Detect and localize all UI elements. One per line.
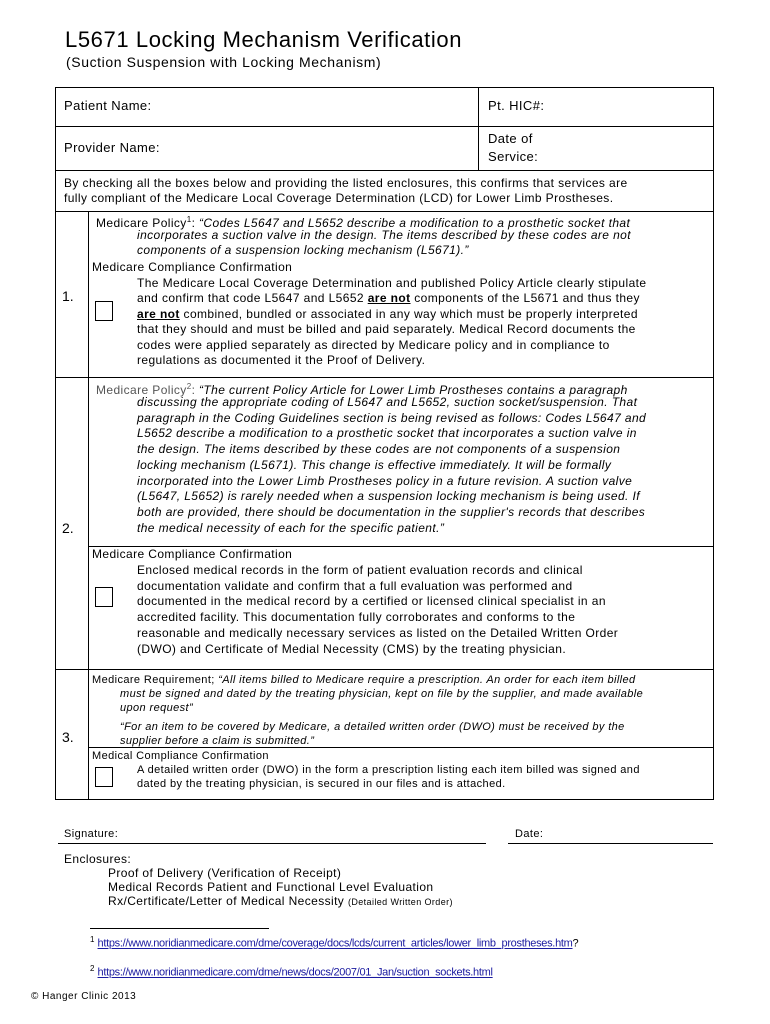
enclosures-label: Enclosures: bbox=[64, 852, 132, 866]
section2-policy: Medicare Policy$^2$: “The current Policy Article for Lower Limb Prostheses contains a paragraph bbox=[96, 382, 628, 397]
date-of-service-label: Date of bbox=[488, 131, 533, 146]
requirement-line: supplier before a claim is submitted.” bbox=[120, 735, 315, 747]
confirm-line: and confirm that code L5647 and L5652 are not components of the L5671 and thus they bbox=[137, 291, 640, 305]
footnote-2: $^2$ https://www.noridianmedicare.com/dme/news/docs/2007/01_Jan/suction_sockets.html bbox=[90, 964, 493, 979]
table-left-border bbox=[55, 87, 56, 800]
section3-checkbox[interactable] bbox=[95, 767, 113, 787]
section-number: 3. bbox=[62, 729, 74, 745]
requirement-line: must be signed and dated by the treating physician, kept on file by the supplier, and made available bbox=[120, 688, 644, 700]
provider-name-label: Provider Name: bbox=[64, 140, 160, 155]
policy-label: Medicare Policy bbox=[96, 216, 187, 230]
patient-name-label: Patient Name: bbox=[64, 98, 152, 113]
confirm-line: A detailed written order (DWO) in the form a prescription listing each item billed was signed and bbox=[137, 764, 640, 776]
compliance-label: Medical Compliance Confirmation bbox=[92, 750, 269, 762]
section3-requirement: Medicare Requirement; “All items billed to Medicare require a prescription. An order for each item billed bbox=[92, 674, 636, 686]
footnote-ref: 2 bbox=[186, 382, 192, 391]
confirm-line: codes were applied separately as directed by Medicare policy and in compliance to bbox=[137, 338, 610, 352]
page-title: L5671 Locking Mechanism Verification bbox=[65, 27, 463, 52]
section2-checkbox[interactable] bbox=[95, 587, 113, 607]
number-column-divider bbox=[88, 211, 89, 800]
row-divider bbox=[55, 170, 714, 171]
signature-line[interactable] bbox=[58, 843, 486, 844]
policy-quote: “Codes L5647 and L5652 describe a modification to a prosthetic socket that bbox=[199, 216, 631, 230]
footnote-2-link[interactable]: https://www.noridianmedicare.com/dme/news/docs/2007/01_Jan/suction_sockets.html bbox=[97, 966, 493, 979]
compliance-label: Medicare Compliance Confirmation bbox=[92, 547, 293, 561]
confirm-line: that they should and must be billed and paid separately. Medical Record documents the bbox=[137, 322, 636, 336]
column-divider bbox=[478, 87, 479, 171]
confirm-line: regulations as documented it the Proof of Delivery. bbox=[137, 353, 426, 367]
table-bottom-border bbox=[55, 799, 714, 800]
policy-label: Medicare Policy bbox=[96, 383, 187, 397]
row-divider bbox=[55, 669, 714, 670]
section2-confirm-text: Enclosed medical records in the form of patient evaluation records and clinical documentation validate and confirm that a full evaluation was performed and documented in the medical record by a certified or licensed clinical specialist in an accredited facility. This documentation fully corroborates and conforms to the reasonable and medically necessary services as listed on the Detailed Written Order (DWO) and Certificate of Medial Necessity (CMS) by the treating physician. bbox=[137, 563, 619, 656]
confirm-line: are not combined, bundled or associated in any way which must be properly interpreted bbox=[137, 307, 638, 321]
intro-text-line2: fully compliant of the Medicare Local Coverage Determination (LCD) for Lower Limb Prostheses. bbox=[64, 191, 614, 205]
table-right-border bbox=[713, 87, 714, 800]
signature-label: Signature: bbox=[64, 828, 119, 840]
enclosure-item: Proof of Delivery (Verification of Receipt) bbox=[108, 866, 342, 880]
compliance-label: Medicare Compliance Confirmation bbox=[92, 260, 293, 274]
date-line[interactable] bbox=[508, 843, 713, 844]
pt-hic-label: Pt. HIC#: bbox=[488, 98, 545, 113]
date-of-service-label-line2: Service: bbox=[488, 149, 539, 164]
requirement-label: Medicare Requirement; bbox=[92, 674, 215, 686]
date-label: Date: bbox=[515, 828, 544, 840]
section2-policy-quote: discussing the appropriate coding of L5647 and L5652, suction socket/suspension. That paragraph in the Coding Guidelines section is being revised as follows: Codes L5647 and L5652 describe a modification to a prosthetic socket that incorporates a suction valve in the design. The items described by these codes are not components of a suspension locking mechanism (L5671). This change is effective immediately. It will be formally incorporated into the Lower Limb Prostheses policy in a future revision. A suction valve (L5647, L5652) is rarely needed when a suspension locking mechanism is being used. If both are provided, there should be documentation in the supplier's records that describes the medical necessity of each for the specific patient.” bbox=[137, 395, 647, 535]
policy-quote-line: incorporates a suction valve in the design. The items described by these codes are not bbox=[137, 228, 631, 242]
section-number: 2. bbox=[62, 520, 74, 536]
enclosure-item: Rx/Certificate/Letter of Medical Necessity (Detailed Written Order) bbox=[108, 894, 453, 908]
policy-quote-line: components of a suspension locking mechanism (L5671).” bbox=[137, 243, 469, 257]
section-number: 1. bbox=[62, 288, 74, 304]
requirement-line: “For an item to be covered by Medicare, a detailed written order (DWO) must be received by the bbox=[120, 721, 625, 733]
confirm-line: The Medicare Local Coverage Determination and published Policy Article clearly stipulate bbox=[137, 276, 647, 290]
row-divider bbox=[55, 377, 714, 378]
table-top-border bbox=[55, 87, 714, 88]
section1-checkbox[interactable] bbox=[95, 301, 113, 321]
requirement-line: upon request” bbox=[120, 702, 194, 714]
confirm-line: dated by the treating physician, is secured in our files and is attached. bbox=[137, 778, 506, 790]
footnote-1: $^1$ https://www.noridianmedicare.com/dme/coverage/docs/lcds/current_articles/lower_limb_prostheses.htm? bbox=[90, 935, 579, 950]
intro-text-line1: By checking all the boxes below and providing the listed enclosures, this confirms that services are bbox=[64, 176, 628, 190]
copyright: © Hanger Clinic 2013 bbox=[31, 991, 137, 1002]
footnote-ref: 1 bbox=[186, 215, 192, 224]
enclosure-item: Medical Records Patient and Functional Level Evaluation bbox=[108, 880, 434, 894]
section1-policy: Medicare Policy$^1$: “Codes L5647 and L5652 describe a modification to a prosthetic socket that bbox=[96, 215, 631, 230]
footnote-separator bbox=[90, 928, 269, 929]
row-divider bbox=[55, 126, 714, 127]
page-subtitle: (Suction Suspension with Locking Mechanism) bbox=[66, 54, 382, 70]
footnote-1-link[interactable]: https://www.noridianmedicare.com/dme/coverage/docs/lcds/current_articles/lower_limb_prostheses.htm bbox=[97, 937, 573, 950]
